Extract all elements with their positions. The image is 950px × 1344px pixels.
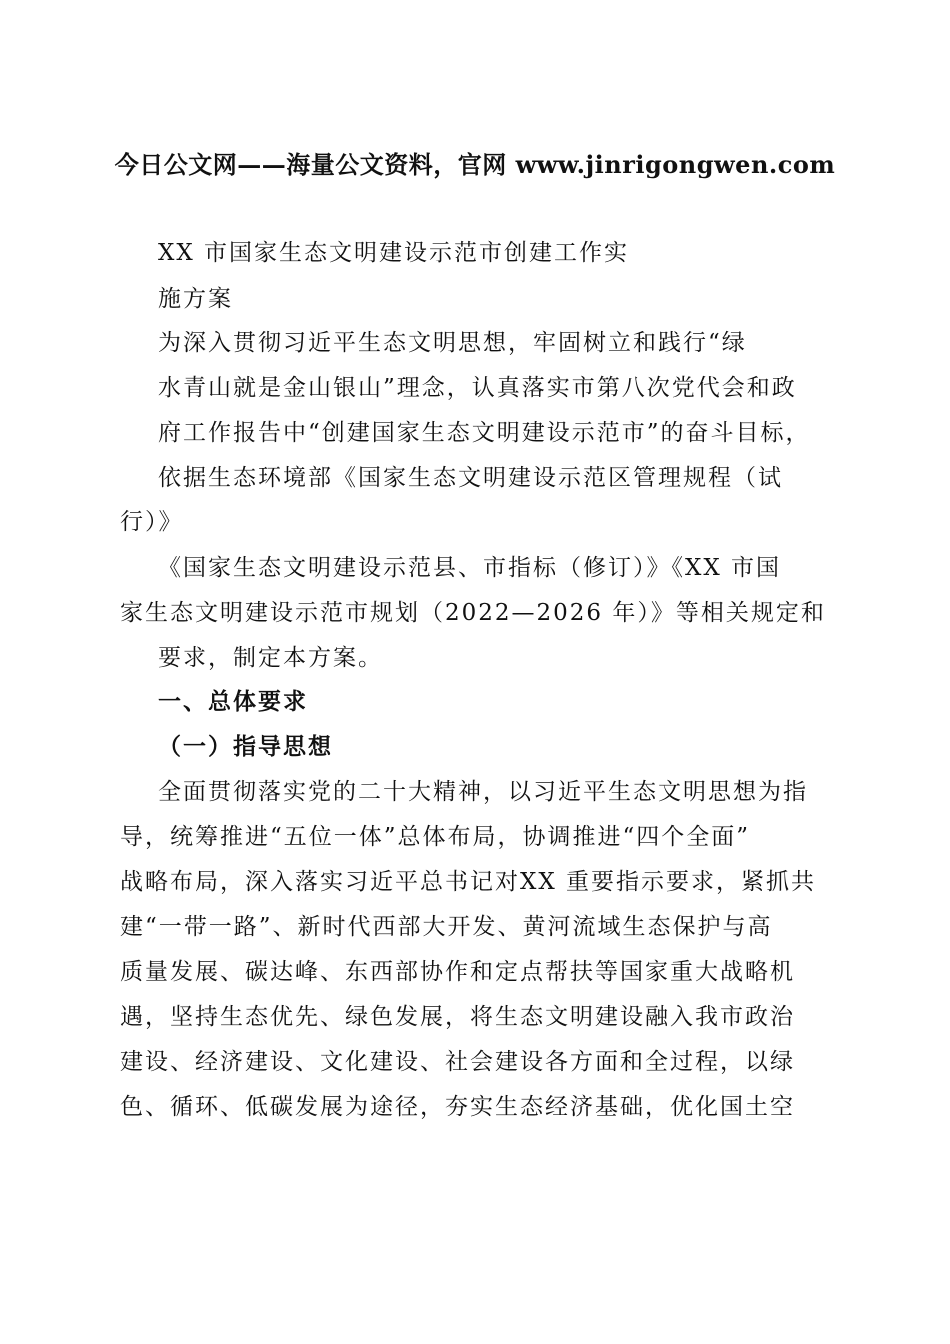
body-line: 《国家生态文明建设示范县、市指标（修订）》《XX 市国 [158,555,782,581]
subsection-heading: （一）指导思想 [158,734,333,760]
body-line: 家生态文明建设示范市规划（2022—2026 年）》等相关规定和 [120,600,826,626]
body-line: 府工作报告中“创建国家生态文明建设示范市”的奋斗目标， [158,420,811,446]
body-line: 要求，制定本方案。 [158,645,383,671]
body-line: 色、循环、低碳发展为途径，夯实生态经济基础，优化国土空 [120,1094,795,1120]
body-line: 质量发展、碳达峰、东西部协作和定点帮扶等国家重大战略机 [120,959,795,985]
body-line: 建“一带一路”、新时代西部大开发、黄河流域生态保护与高 [120,914,773,940]
title-line-1: XX 市国家生态文明建设示范市创建工作实 [158,240,630,266]
body-line: 行）》 [120,509,184,535]
body-line: 建设、经济建设、文化建设、社会建设各方面和全过程，以绿 [120,1049,795,1075]
body-line: 导，统筹推进“五位一体”总体布局，协调推进“四个全面” [120,824,751,850]
body-line: 为深入贯彻习近平生态文明思想，牢固树立和践行“绿 [158,330,747,356]
section-heading: 一、总体要求 [158,689,308,715]
site-header: 今日公文网——海量公文资料，官网 www.jinrigongwen.com [114,150,836,179]
body-line: 水青山就是金山银山”理念，认真落实市第八次党代会和政 [158,375,797,401]
body-line: 全面贯彻落实党的二十大精神，以习近平生态文明思想为指 [158,779,808,805]
title-line-2: 施方案 [158,286,233,312]
body-line: 遇，坚持生态优先、绿色发展，将生态文明建设融入我市政治 [120,1004,795,1030]
body-line: 依据生态环境部《国家生态文明建设示范区管理规程（试 [158,465,783,491]
body-line: 战略布局，深入落实习近平总书记对XX 重要指示要求，紧抓共 [120,869,817,895]
